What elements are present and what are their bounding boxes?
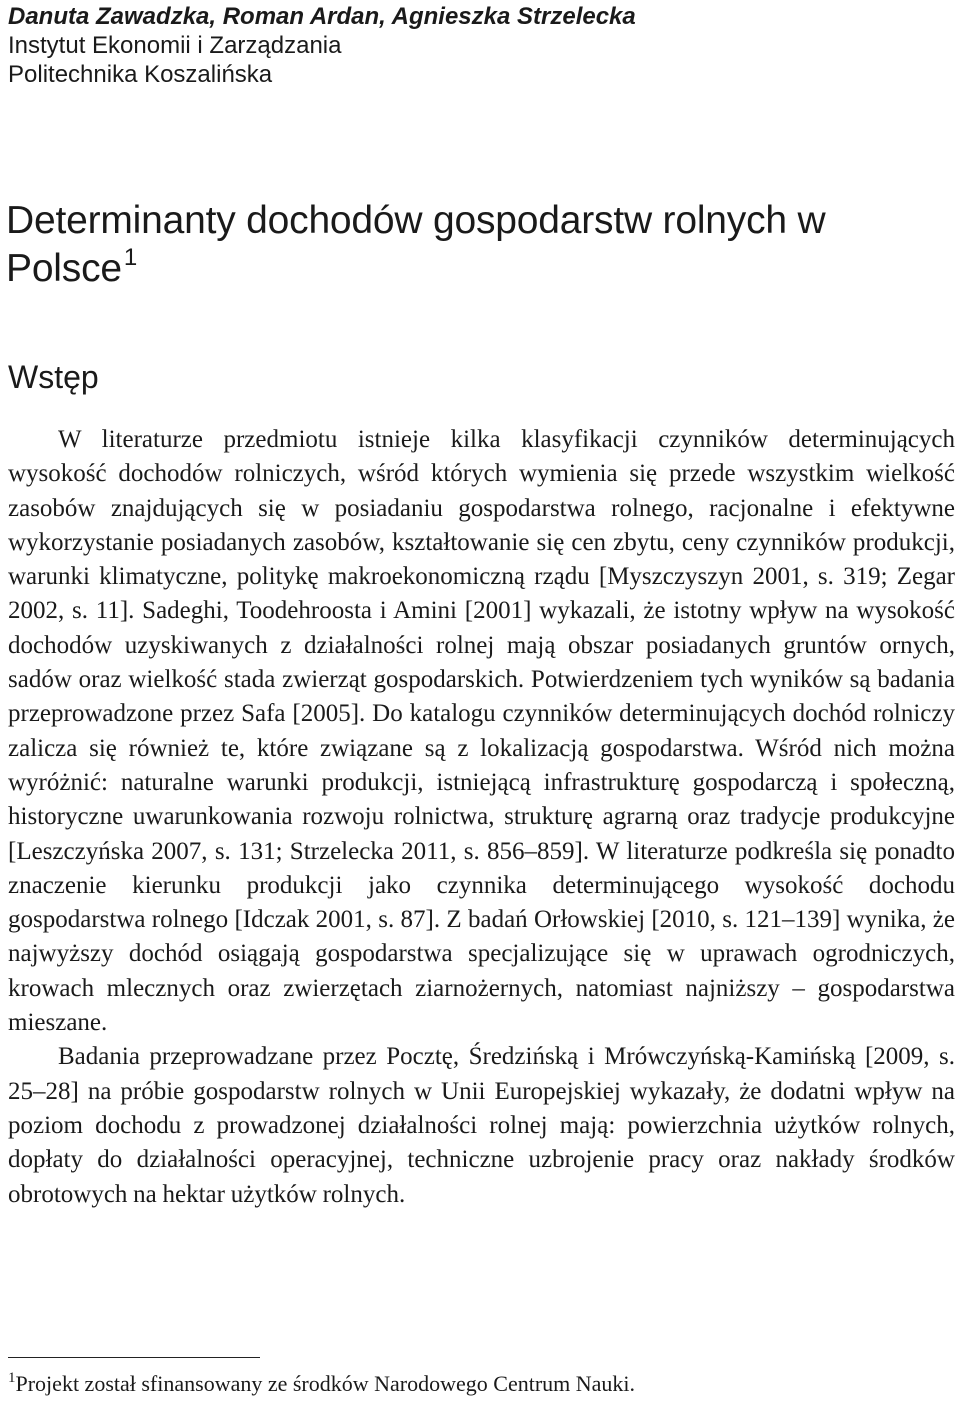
footnote-divider — [8, 1357, 260, 1358]
paragraph: Badania przeprowadzane przez Pocztę, Średzińską i Mrówczyńską-Kamińską [2009, s. 25–28] na próbie gospodarstw rolnych w Unii Europejskiej wykazały, że dodatni wpływ na poziom dochodu z prowadzonej działalności rolnej mają: powierzchnia użytków rolnych, dopłaty do działalności operacyjnej, techniczne uzbrojenie pracy oraz nakłady środków obrotowych na hektar użytków rolnych. — [8, 1043, 955, 1208]
university-name: Politechnika Koszalińska — [8, 61, 273, 88]
article-title — [6, 197, 936, 298]
author-block — [8, 2, 636, 89]
article-title-text: Determinanty dochodów gospodarstw rolnych w Polsce — [6, 199, 826, 290]
footnote-marker: 1 — [8, 1370, 16, 1386]
body-text — [8, 423, 955, 1212]
institute-name: Instytut Ekonomii i Zarządzania — [8, 32, 342, 59]
section-heading: Wstęp — [8, 359, 99, 395]
footnote — [8, 1370, 635, 1401]
paragraph: W literaturze przedmiotu istnieje kilka klasyfikacji czynników determinujących wysokość dochodów rolniczych, wśród których wymienia się przede wszystkim wielkość zasobów znajdujących się w posiadaniu gospodarstwa rolnego, racjonalne i efektywne wykorzystanie posiadanych zasobów, kształtowanie się cen zbytu, ceny czynników produkcji, warunki klimatyczne, politykę makroekonomiczną rządu [Myszczyszyn 2001, s. 319; Zegar 2002, s. 11]. Sadeghi, Toodehroosta i Amini [2001] wykazali, że istotny wpływ na wysokość dochodów uzyskiwanych z działalności rolnej mają obszar posiadanych gruntów ornych, sadów oraz wielkość stada zwierząt gospodarskich. Potwierdzeniem tych wyników są badania przeprowadzone przez Safa [2005]. Do katalogu czynników determinujących dochód rolniczy zalicza się również te, które związane są z lokalizacją gospodarstwa. Wśród nich można wyróżnić: naturalne warunki produkcji, istniejącą infrastrukturę gospodarczą i społeczną, historyczne uwarunkowania rozwoju rolnictwa, strukturę agrarną oraz tradycje produkcyjne [Leszczyńska 2007, s. 131; Strzelecka 2011, s. 856–859]. W literaturze podkreśla się ponadto znaczenie kierunku produkcji jako czynnika determinującego wysokość dochodu gospodarstwa rolnego [Idczak 2001, s. 87]. Z badań Orłowskiej [2010, s. 121–139] wynika, że najwyższy dochód osiągają gospodarstwa specjalizujące się w uprawach ogrodniczych, krowach mlecznych oraz zwierzętach ziarnożernych, natomiast najniższy – gospodarstwa mieszane. — [8, 426, 955, 1037]
author-names: Danuta Zawadzka, Roman Ardan, Agnieszka Strzelecka — [8, 3, 636, 30]
footnote-text: Projekt został sfinansowany ze środków Narodowego Centrum Nauki. — [15, 1371, 636, 1396]
title-footnote-marker: 1 — [123, 244, 138, 271]
